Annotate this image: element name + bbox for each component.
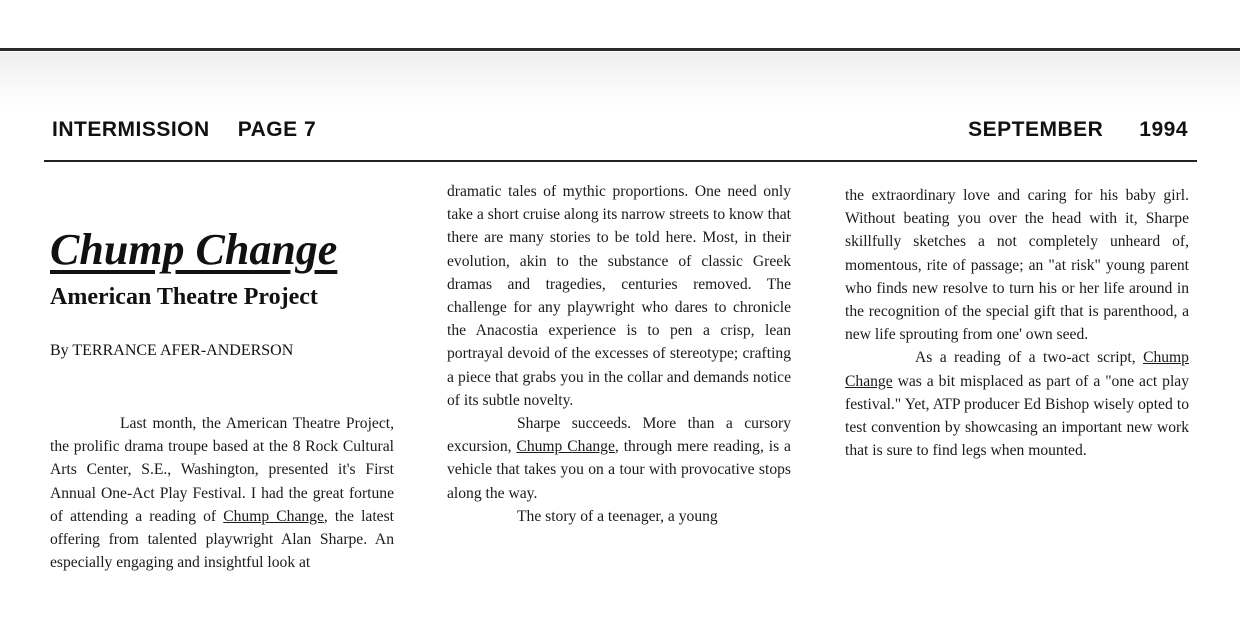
paragraph: the extraordinary love and caring for his baby girl. Without beating you over the head with it, Sharpe skillfully sketches a not completely unheard of, momentous, rite of passage; an "at risk" young parent who finds new resolve to turn his or her life around in the recognition of the special gift that is parenthood, a new life sprouting from one' own seed. bbox=[845, 187, 1189, 344]
article-title: Chump Change bbox=[50, 225, 338, 274]
play-title-ref: Chump Change bbox=[845, 349, 1189, 390]
page-number: PAGE 7 bbox=[237, 118, 317, 141]
publication-name: INTERMISSION bbox=[52, 118, 210, 141]
running-header-right bbox=[968, 118, 1188, 142]
article-column-1 bbox=[50, 412, 394, 574]
paragraph: As a reading of a two-act script, Chump Change was a bit misplaced as part of a "one act play festival." Yet, ATP producer Ed Bishop wisely opted to test convention by showcasing an important new work that is sure to find legs when mounted. bbox=[845, 349, 1189, 460]
paragraph: The story of a teenager, a young bbox=[517, 507, 718, 525]
play-title-ref: Chump Change bbox=[223, 507, 324, 525]
paragraph: Sharpe succeeds. More than a cursory excursion, Chump Change, through mere reading, is a vehicle that takes you on a tour with provocative stops along the way. bbox=[447, 415, 791, 502]
top-rule bbox=[0, 48, 1240, 51]
issue-year: 1994 bbox=[1139, 118, 1188, 141]
issue-month: SEPTEMBER bbox=[968, 118, 1104, 141]
paragraph: dramatic tales of mythic proportions. One need only take a short cruise along its narrow streets to know that there are many stories to be told here. Most, in their evolution, akin to the substance of classic Greek dramas and tragedies, centuries removed. The challenge for any playwright who dares to chronicle the Anacostia experience is to pen a crisp, lean portrayal devoid of the excesses of stereotype; crafting a piece that grabs you in the collar and demands notice of its subtle novelty. bbox=[447, 183, 791, 409]
play-title-ref: Chump Change bbox=[516, 438, 615, 456]
article-byline: By TERRANCE AFER-ANDERSON bbox=[50, 342, 294, 359]
article-column-3 bbox=[845, 184, 1189, 462]
running-header-left bbox=[52, 118, 316, 142]
article-column-2 bbox=[447, 180, 791, 528]
article-subtitle: American Theatre Project bbox=[50, 284, 318, 310]
header-rule bbox=[44, 160, 1197, 162]
scan-noise-band bbox=[0, 52, 1240, 112]
paragraph: Last month, the American Theatre Project, the prolific drama troupe based at the 8 Rock Cultural Arts Center, S.E., Washington, presented it's First Annual One-Act Play Festival. I had the great fortune of attending a reading of Chump Change, the latest offering from talented playwright Alan Sharpe. An especially engaging and insightful look at bbox=[50, 415, 394, 572]
